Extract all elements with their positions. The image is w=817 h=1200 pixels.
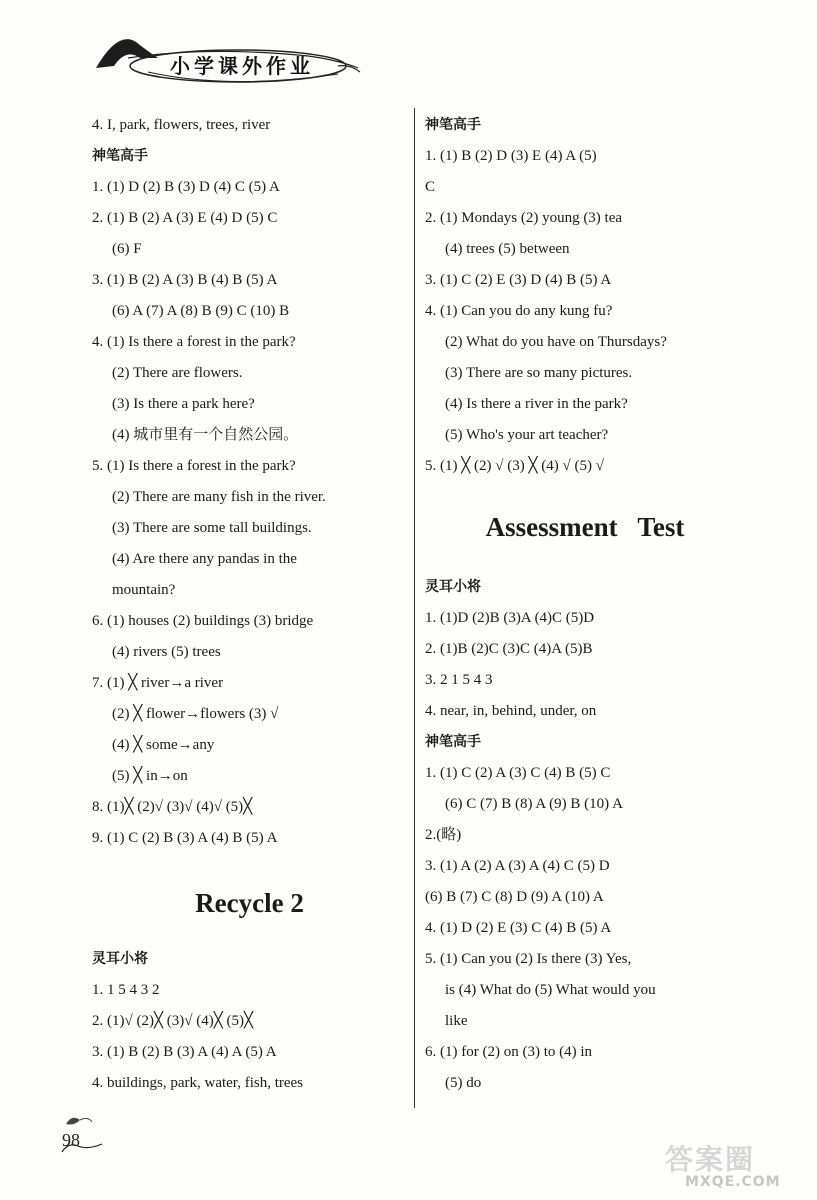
answer-line: (2) There are flowers. <box>112 365 243 381</box>
answer-line: 6. (1) for (2) on (3) to (4) in <box>425 1044 593 1060</box>
section-heading: 灵耳小将 <box>92 951 148 967</box>
header-title: 小学课外作业 <box>170 54 314 78</box>
answer-line: 4. buildings, park, water, fish, trees <box>92 1075 304 1091</box>
answer-line: (5) ╳ in→on <box>112 768 188 784</box>
left-column <box>92 110 407 1099</box>
answer-line: 4. (1) Can you do any kung fu? <box>425 303 613 319</box>
answer-line: 1. (1)D (2)B (3)A (4)C (5)D <box>425 610 595 626</box>
answer-line: 1. (1) D (2) B (3) D (4) C (5) A <box>92 179 280 195</box>
section-heading: 神笔高手 <box>92 148 148 164</box>
answer-line: 6. (1) houses (2) buildings (3) bridge <box>92 613 314 629</box>
answer-line: 4. I, park, flowers, trees, river <box>92 117 271 133</box>
answer-line: 5. (1) Can you (2) Is there (3) Yes, <box>425 951 632 967</box>
answer-line: 4. near, in, behind, under, on <box>425 703 597 719</box>
answer-line: (4) ╳ some→any <box>112 737 215 753</box>
answer-line: (3) Is there a park here? <box>112 396 255 412</box>
watermark-logo <box>665 1138 810 1196</box>
answer-line: 3. 2 1 5 4 3 <box>425 672 493 688</box>
column-divider <box>414 108 415 1108</box>
section-heading: 神笔高手 <box>425 117 481 133</box>
answer-line: 2.(略) <box>425 827 462 843</box>
answer-line: 4. (1) Is there a forest in the park? <box>92 334 296 350</box>
answer-line: (4) trees (5) between <box>445 241 570 257</box>
answer-line: (2) ╳ flower→flowers (3) √ <box>112 706 279 722</box>
answer-line: 2. (1) B (2) A (3) E (4) D (5) C <box>92 210 278 226</box>
answer-line: (5) Who's your art teacher? <box>445 427 609 443</box>
answer-line: 1. 1 5 4 3 2 <box>92 982 160 998</box>
answer-line: 3. (1) C (2) E (3) D (4) B (5) A <box>425 272 612 288</box>
answer-line: (6) F <box>112 241 142 257</box>
answer-line: mountain? <box>112 582 176 598</box>
right-column <box>425 110 745 1099</box>
answer-line: like <box>445 1013 468 1029</box>
answer-line: (3) There are so many pictures. <box>445 365 633 381</box>
answer-line: 2. (1) Mondays (2) young (3) tea <box>425 210 623 226</box>
page-number: 98 <box>62 1130 80 1150</box>
answer-line: (6) B (7) C (8) D (9) A (10) A <box>425 889 604 905</box>
answer-line: (4) Are there any pandas in the <box>112 551 297 567</box>
answer-line: 4. (1) D (2) E (3) C (4) B (5) A <box>425 920 612 936</box>
answer-line: 7. (1) ╳ river→a river <box>92 675 224 691</box>
answer-line: 3. (1) A (2) A (3) A (4) C (5) D <box>425 858 610 874</box>
answer-line: is (4) What do (5) What would you <box>445 982 656 998</box>
section-title-recycle: Recycle 2 <box>195 888 304 918</box>
answer-line: 3. (1) B (2) B (3) A (4) A (5) A <box>92 1044 277 1060</box>
section-heading: 神笔高手 <box>425 734 481 750</box>
answer-line: 8. (1)╳ (2)√ (3)√ (4)√ (5)╳ <box>92 799 253 815</box>
answer-line: (4) rivers (5) trees <box>112 644 221 660</box>
answer-line: (4) Is there a river in the park? <box>445 396 628 412</box>
answer-line: C <box>425 179 436 195</box>
answer-line: 1. (1) C (2) A (3) C (4) B (5) C <box>425 765 611 781</box>
answer-line: 1. (1) B (2) D (3) E (4) A (5) <box>425 148 597 164</box>
answer-line: (3) There are some tall buildings. <box>112 520 312 536</box>
watermark-url: MXQE.COM <box>685 1174 781 1190</box>
answer-line: 5. (1) Is there a forest in the park? <box>92 458 296 474</box>
answer-line: 2. (1)B (2)C (3)C (4)A (5)B <box>425 641 593 657</box>
answer-line: 5. (1) ╳ (2) √ (3) ╳ (4) √ (5) √ <box>425 458 604 474</box>
answer-line: (2) What do you have on Thursdays? <box>445 334 667 350</box>
answer-line: (4) 城市里有一个自然公园。 <box>112 427 299 443</box>
answer-line: 3. (1) B (2) A (3) B (4) B (5) A <box>92 272 278 288</box>
answer-line: (6) A (7) A (8) B (9) C (10) B <box>112 303 290 319</box>
answer-line: 2. (1)√ (2)╳ (3)√ (4)╳ (5)╳ <box>92 1013 254 1029</box>
answer-line: (6) C (7) B (8) A (9) B (10) A <box>445 796 623 812</box>
answer-line: (2) There are many fish in the river. <box>112 489 326 505</box>
section-title-assessment: Assessment Test <box>485 512 685 542</box>
answer-line: 9. (1) C (2) B (3) A (4) B (5) A <box>92 830 278 846</box>
answer-line: (5) do <box>445 1075 482 1091</box>
section-heading: 灵耳小将 <box>425 579 481 595</box>
watermark-title: 答案圈 <box>665 1143 756 1176</box>
